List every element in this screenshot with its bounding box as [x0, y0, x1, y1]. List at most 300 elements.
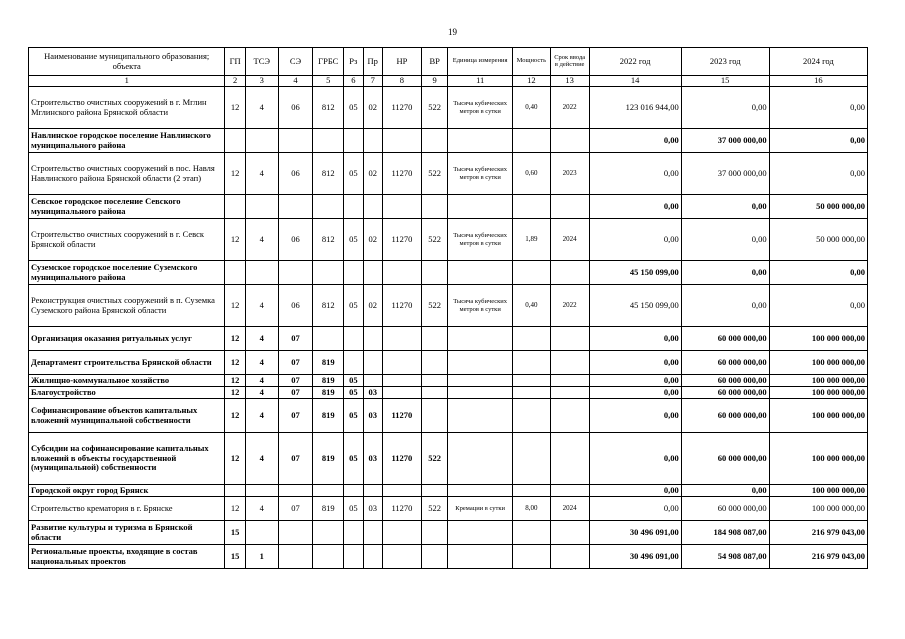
table-cell: 0,00: [589, 195, 681, 219]
table-cell: [421, 375, 448, 387]
table-cell: 0,00: [589, 433, 681, 485]
table-cell: 0,00: [589, 129, 681, 153]
row-name-cell: Реконструкция очистных сооружений в п. Суземка Суземского района Брянской области: [29, 285, 225, 327]
table-cell: [550, 129, 589, 153]
row-name-cell: Жилищно-коммунальное хозяйство: [29, 375, 225, 387]
table-cell: 15: [225, 521, 245, 545]
table-cell: [550, 327, 589, 351]
table-cell: 11270: [382, 153, 421, 195]
table-cell: 60 000 000,00: [681, 375, 769, 387]
table-cell: [512, 351, 550, 375]
table-cell: 4: [245, 433, 278, 485]
table-cell: [245, 261, 278, 285]
table-cell: 4: [245, 153, 278, 195]
row-name-cell: Субсидии на софинансирование капитальных вложений в объекты государственной (муниципальной) собственности: [29, 433, 225, 485]
table-cell: [550, 545, 589, 569]
table-cell: [448, 387, 512, 399]
table-cell: 07: [278, 433, 313, 485]
table-cell: [344, 327, 363, 351]
table-cell: 11270: [382, 219, 421, 261]
table-cell: [512, 485, 550, 497]
row-name-cell: Благоустройство: [29, 387, 225, 399]
table-cell: [421, 485, 448, 497]
column-header: 2023 год: [681, 48, 769, 76]
table-cell: 07: [278, 327, 313, 351]
table-cell: 2024: [550, 497, 589, 521]
table-cell: [512, 545, 550, 569]
table-cell: 11270: [382, 497, 421, 521]
table-cell: 06: [278, 219, 313, 261]
table-cell: 0,00: [681, 87, 769, 129]
table-cell: 45 150 099,00: [589, 285, 681, 327]
table-row: [29, 433, 868, 485]
table-cell: 100 000 000,00: [769, 351, 867, 375]
column-header: ТСЭ: [245, 48, 278, 76]
row-name-cell: Строительство крематория в г. Брянске: [29, 497, 225, 521]
table-cell: [225, 261, 245, 285]
row-name-cell: Организация оказания ритуальных услуг: [29, 327, 225, 351]
table-cell: Тысяча кубических метров в сутки: [448, 153, 512, 195]
table-cell: 819: [313, 399, 344, 433]
table-cell: 2023: [550, 153, 589, 195]
table-cell: 522: [421, 433, 448, 485]
column-header: Срок ввода в действие: [550, 48, 589, 76]
row-name-cell: Региональные проекты, входящие в состав национальных проектов: [29, 545, 225, 569]
row-name-cell: Строительство очистных сооружений в г. Мглин Мглинского района Брянской области: [29, 87, 225, 129]
table-cell: 100 000 000,00: [769, 485, 867, 497]
table-cell: Тысяча кубических метров в сутки: [448, 87, 512, 129]
table-cell: [448, 485, 512, 497]
table-cell: 30 496 091,00: [589, 545, 681, 569]
table-cell: 819: [313, 433, 344, 485]
table-cell: [245, 195, 278, 219]
table-cell: 05: [344, 87, 363, 129]
table-cell: 12: [225, 497, 245, 521]
table-cell: 100 000 000,00: [769, 327, 867, 351]
table-cell: [278, 129, 313, 153]
table-cell: [382, 485, 421, 497]
table-cell: 60 000 000,00: [681, 497, 769, 521]
table-cell: 45 150 099,00: [589, 261, 681, 285]
table-row: [29, 485, 868, 497]
table-row: [29, 153, 868, 195]
table-cell: 812: [313, 87, 344, 129]
table-cell: 0,40: [512, 87, 550, 129]
table-cell: 02: [363, 285, 382, 327]
table-cell: 100 000 000,00: [769, 375, 867, 387]
table-cell: [421, 399, 448, 433]
table-cell: [225, 485, 245, 497]
table-cell: [448, 129, 512, 153]
table-cell: 812: [313, 219, 344, 261]
table-cell: [313, 545, 344, 569]
table-cell: [344, 129, 363, 153]
table-cell: 11270: [382, 87, 421, 129]
table-cell: [363, 351, 382, 375]
table-cell: [344, 521, 363, 545]
table-row: [29, 387, 868, 399]
column-number: 9: [421, 76, 448, 87]
table-cell: 4: [245, 399, 278, 433]
table-cell: 812: [313, 285, 344, 327]
table-cell: [421, 327, 448, 351]
table-cell: [382, 545, 421, 569]
table-cell: [225, 195, 245, 219]
table-cell: [421, 521, 448, 545]
header-row: [29, 48, 868, 76]
table-cell: [313, 195, 344, 219]
table-cell: 2022: [550, 87, 589, 129]
table-cell: [448, 433, 512, 485]
column-number: 6: [344, 76, 363, 87]
table-cell: 0,00: [589, 351, 681, 375]
table-cell: 12: [225, 285, 245, 327]
table-cell: [550, 485, 589, 497]
table-cell: [512, 433, 550, 485]
table-cell: 05: [344, 433, 363, 485]
table-cell: 0,00: [769, 153, 867, 195]
row-name-cell: Навлинское городское поселение Навлинского муниципального района: [29, 129, 225, 153]
table-cell: 0,00: [681, 219, 769, 261]
table-cell: [344, 261, 363, 285]
table-cell: 11270: [382, 399, 421, 433]
table-cell: 4: [245, 375, 278, 387]
table-row: [29, 285, 868, 327]
column-number: 5: [313, 76, 344, 87]
column-number: 11: [448, 76, 512, 87]
table-cell: 819: [313, 387, 344, 399]
table-cell: 0,00: [589, 399, 681, 433]
table-cell: 4: [245, 497, 278, 521]
table-cell: [382, 521, 421, 545]
table-cell: 50 000 000,00: [769, 219, 867, 261]
row-name-cell: Развитие культуры и туризма в Брянской области: [29, 521, 225, 545]
table-cell: 60 000 000,00: [681, 387, 769, 399]
table-cell: 812: [313, 153, 344, 195]
table-cell: 0,00: [589, 485, 681, 497]
table-cell: [448, 399, 512, 433]
table-cell: [278, 261, 313, 285]
table-cell: 0,00: [589, 375, 681, 387]
table-cell: 216 979 043,00: [769, 545, 867, 569]
table-cell: [363, 485, 382, 497]
table-cell: 60 000 000,00: [681, 327, 769, 351]
table-cell: [363, 521, 382, 545]
column-header: ВР: [421, 48, 448, 76]
table-cell: 100 000 000,00: [769, 399, 867, 433]
table-cell: [550, 433, 589, 485]
table-cell: 07: [278, 399, 313, 433]
row-name-cell: Софинансирование объектов капитальных вложений муниципальной собственности: [29, 399, 225, 433]
table-cell: 819: [313, 351, 344, 375]
table-cell: [382, 195, 421, 219]
table-cell: [363, 545, 382, 569]
column-number: 2: [225, 76, 245, 87]
table-cell: 4: [245, 351, 278, 375]
table-cell: [363, 327, 382, 351]
table-cell: 12: [225, 87, 245, 129]
table-cell: 0,00: [681, 261, 769, 285]
column-number: 13: [550, 76, 589, 87]
table-row: [29, 545, 868, 569]
table-cell: 03: [363, 497, 382, 521]
table-cell: 54 908 087,00: [681, 545, 769, 569]
table-cell: 0,00: [769, 285, 867, 327]
table-cell: 0,00: [589, 387, 681, 399]
table-cell: [344, 195, 363, 219]
table-cell: 60 000 000,00: [681, 433, 769, 485]
column-header: НР: [382, 48, 421, 76]
table-cell: 05: [344, 285, 363, 327]
table-body: [29, 87, 868, 569]
table-cell: 50 000 000,00: [769, 195, 867, 219]
table-cell: [550, 351, 589, 375]
table-cell: 15: [225, 545, 245, 569]
table-cell: [245, 129, 278, 153]
table-cell: [550, 195, 589, 219]
column-header: ГП: [225, 48, 245, 76]
table-cell: [278, 521, 313, 545]
table-row: [29, 219, 868, 261]
column-header: Наименование муниципального образования; объекта: [29, 48, 225, 76]
table-cell: [550, 399, 589, 433]
column-header: Пр: [363, 48, 382, 76]
table-cell: 12: [225, 399, 245, 433]
table-cell: [382, 375, 421, 387]
column-number: 1: [29, 76, 225, 87]
row-name-cell: Департамент строительства Брянской области: [29, 351, 225, 375]
table-cell: [448, 327, 512, 351]
table-cell: 02: [363, 87, 382, 129]
table-cell: [448, 545, 512, 569]
column-header: Единица измерения: [448, 48, 512, 76]
table-cell: [382, 327, 421, 351]
table-cell: [448, 261, 512, 285]
table-cell: [512, 129, 550, 153]
table-cell: [225, 129, 245, 153]
table-row: [29, 195, 868, 219]
table-cell: [421, 387, 448, 399]
table-cell: 05: [344, 219, 363, 261]
table-cell: [512, 521, 550, 545]
table-cell: 0,00: [769, 87, 867, 129]
table-row: [29, 521, 868, 545]
table-cell: [382, 351, 421, 375]
table-cell: [550, 375, 589, 387]
column-number: 4: [278, 76, 313, 87]
table-row: [29, 261, 868, 285]
table-cell: [550, 521, 589, 545]
table-cell: 12: [225, 153, 245, 195]
table-cell: 06: [278, 87, 313, 129]
table-cell: 1,89: [512, 219, 550, 261]
table-cell: [448, 521, 512, 545]
table-cell: 8,00: [512, 497, 550, 521]
table-cell: 05: [344, 497, 363, 521]
table-cell: 123 016 944,00: [589, 87, 681, 129]
table-cell: 0,00: [769, 261, 867, 285]
table-cell: 60 000 000,00: [681, 351, 769, 375]
table-cell: Тысяча кубических метров в сутки: [448, 219, 512, 261]
table-cell: [313, 521, 344, 545]
table-cell: [421, 195, 448, 219]
column-header: ГРБС: [313, 48, 344, 76]
table-cell: 12: [225, 351, 245, 375]
row-name-cell: Севское городское поселение Севского муниципального района: [29, 195, 225, 219]
table-row: [29, 129, 868, 153]
table-cell: 522: [421, 153, 448, 195]
table-cell: [421, 545, 448, 569]
table-cell: [512, 387, 550, 399]
table-cell: 05: [344, 375, 363, 387]
column-number: 12: [512, 76, 550, 87]
column-header: СЭ: [278, 48, 313, 76]
table-cell: 12: [225, 375, 245, 387]
column-header: 2022 год: [589, 48, 681, 76]
table-cell: 0,00: [681, 485, 769, 497]
table-cell: 0,60: [512, 153, 550, 195]
table-cell: 0,00: [589, 153, 681, 195]
page-number: 19: [448, 27, 457, 37]
table-cell: 4: [245, 219, 278, 261]
table-cell: [363, 375, 382, 387]
table-cell: 184 908 087,00: [681, 521, 769, 545]
table-cell: [278, 195, 313, 219]
table-cell: 4: [245, 87, 278, 129]
table-cell: [512, 375, 550, 387]
table-cell: [512, 195, 550, 219]
table-cell: 07: [278, 497, 313, 521]
table-cell: [363, 195, 382, 219]
table-cell: 4: [245, 285, 278, 327]
table-cell: 06: [278, 285, 313, 327]
table-cell: 100 000 000,00: [769, 497, 867, 521]
table-cell: 12: [225, 433, 245, 485]
table-cell: 522: [421, 497, 448, 521]
table-cell: 30 496 091,00: [589, 521, 681, 545]
table-cell: 12: [225, 219, 245, 261]
table-cell: [278, 545, 313, 569]
table-cell: [344, 545, 363, 569]
table-cell: 07: [278, 375, 313, 387]
table-row: [29, 327, 868, 351]
table-cell: 100 000 000,00: [769, 433, 867, 485]
column-number: 8: [382, 76, 421, 87]
table-cell: [512, 399, 550, 433]
table-cell: [382, 129, 421, 153]
table-cell: 0,40: [512, 285, 550, 327]
column-number-row: [29, 76, 868, 87]
table-cell: 100 000 000,00: [769, 387, 867, 399]
table-cell: [448, 195, 512, 219]
table-cell: 522: [421, 87, 448, 129]
table-row: [29, 375, 868, 387]
table-row: [29, 351, 868, 375]
table-cell: 03: [363, 387, 382, 399]
table-cell: 07: [278, 387, 313, 399]
table-row: [29, 87, 868, 129]
table-cell: [382, 387, 421, 399]
column-header: 2024 год: [769, 48, 867, 76]
row-name-cell: Суземское городское поселение Суземского муниципального района: [29, 261, 225, 285]
column-header: Рз: [344, 48, 363, 76]
table-cell: [512, 261, 550, 285]
table-cell: 11270: [382, 433, 421, 485]
column-number: 16: [769, 76, 867, 87]
table-cell: 2024: [550, 219, 589, 261]
table-cell: 0,00: [589, 219, 681, 261]
table-cell: [421, 261, 448, 285]
table-cell: [363, 129, 382, 153]
table-cell: 216 979 043,00: [769, 521, 867, 545]
table-cell: 07: [278, 351, 313, 375]
table-cell: [550, 387, 589, 399]
table-cell: 02: [363, 153, 382, 195]
table-cell: 02: [363, 219, 382, 261]
table-cell: Кремации в сутки: [448, 497, 512, 521]
table-cell: 4: [245, 327, 278, 351]
table-cell: 12: [225, 327, 245, 351]
table-cell: 37 000 000,00: [681, 129, 769, 153]
table-cell: [448, 351, 512, 375]
table-cell: 06: [278, 153, 313, 195]
table-cell: 12: [225, 387, 245, 399]
table-cell: [245, 485, 278, 497]
table-cell: 60 000 000,00: [681, 399, 769, 433]
column-number: 15: [681, 76, 769, 87]
table-cell: Тысяча кубических метров в сутки: [448, 285, 512, 327]
table-cell: 05: [344, 387, 363, 399]
table-cell: 522: [421, 219, 448, 261]
table-cell: 03: [363, 399, 382, 433]
table-cell: [245, 521, 278, 545]
table-cell: 819: [313, 375, 344, 387]
row-name-cell: Городской округ город Брянск: [29, 485, 225, 497]
table-cell: 0,00: [589, 327, 681, 351]
table-cell: [313, 129, 344, 153]
column-number: 7: [363, 76, 382, 87]
table-cell: [512, 327, 550, 351]
table-cell: 522: [421, 285, 448, 327]
table-cell: 0,00: [769, 129, 867, 153]
table-cell: [382, 261, 421, 285]
table-cell: 05: [344, 153, 363, 195]
table-cell: [313, 327, 344, 351]
table-cell: [421, 351, 448, 375]
table-cell: 05: [344, 399, 363, 433]
row-name-cell: Строительство очистных сооружений в пос. Навля Навлинского района Брянской области (2 этап): [29, 153, 225, 195]
table-cell: 0,00: [589, 497, 681, 521]
column-header: Мощность: [512, 48, 550, 76]
table-cell: [313, 261, 344, 285]
table-cell: [344, 351, 363, 375]
table-cell: 2022: [550, 285, 589, 327]
table-cell: [344, 485, 363, 497]
table-cell: 37 000 000,00: [681, 153, 769, 195]
table-cell: 1: [245, 545, 278, 569]
budget-table: [28, 47, 868, 569]
table-cell: [550, 261, 589, 285]
column-number: 3: [245, 76, 278, 87]
table-cell: 0,00: [681, 285, 769, 327]
table-cell: 11270: [382, 285, 421, 327]
table-cell: 819: [313, 497, 344, 521]
table-cell: 4: [245, 387, 278, 399]
table-cell: 03: [363, 433, 382, 485]
table-cell: [313, 485, 344, 497]
row-name-cell: Строительство очистных сооружений в г. Севск Брянской области: [29, 219, 225, 261]
table-cell: [421, 129, 448, 153]
